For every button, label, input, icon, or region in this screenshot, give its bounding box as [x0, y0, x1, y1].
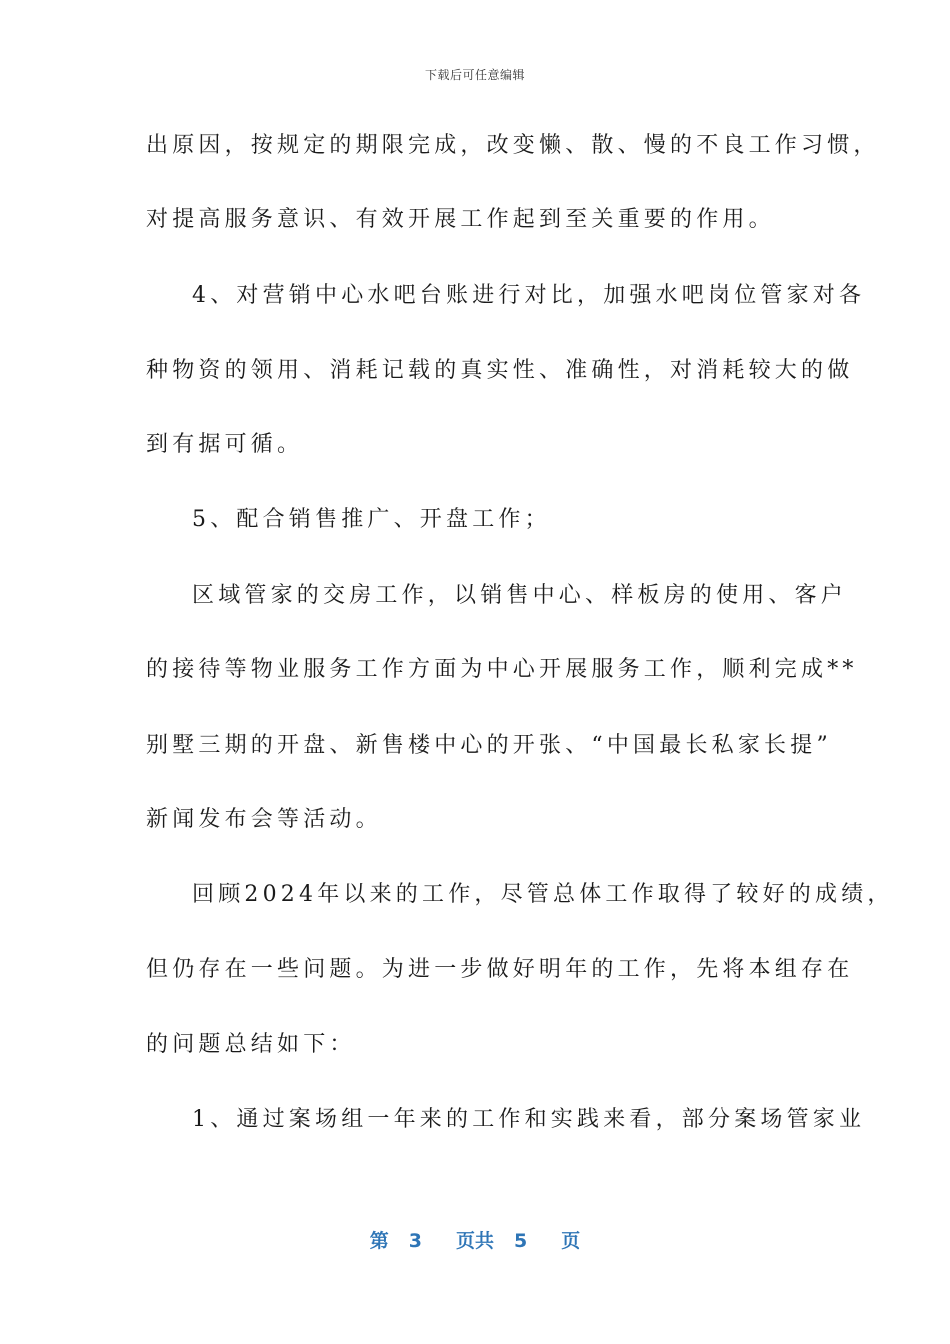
page-mid-word: 页共	[455, 1230, 494, 1252]
text-line: 到有据可循。	[146, 432, 304, 457]
text-line: 新闻发布会等活动。	[146, 807, 382, 832]
text-line: 的问题总结如下：	[146, 1032, 356, 1057]
page-footer	[0, 1226, 950, 1253]
text-line: 对提高服务意识、有效开展工作起到至关重要的作用。	[146, 207, 775, 232]
text-line: 回顾2024年以来的工作，尽管总体工作取得了较好的成绩，	[192, 882, 894, 907]
header-note: 下载后可任意编辑	[424, 68, 525, 82]
text-line: 4、对营销中心水吧台账进行对比，加强水吧岗位管家对各	[192, 283, 866, 308]
text-line: 别墅三期的开盘、新售楼中心的开张、“中国最长私家长提”	[146, 733, 832, 758]
page-word: 第	[369, 1230, 389, 1252]
page-total-number: 5	[514, 1230, 528, 1252]
text-line: 出原因，按规定的期限完成，改变懒、散、慢的不良工作习惯，	[146, 133, 880, 158]
page-current-number: 3	[408, 1230, 422, 1252]
text-line: 但仍存在一些问题。为进一步做好明年的工作，先将本组存在	[146, 957, 854, 982]
page-end-word: 页	[561, 1230, 581, 1252]
text-line: 区域管家的交房工作，以销售中心、样板房的使用、客户	[192, 583, 848, 608]
text-line: 5、配合销售推广、开盘工作；	[192, 507, 551, 532]
text-line: 的接待等物业服务工作方面为中心开展服务工作，顺利完成**	[146, 657, 858, 682]
text-line: 种物资的领用、消耗记载的真实性、准确性，对消耗较大的做	[146, 358, 854, 383]
text-line: 1、通过案场组一年来的工作和实践来看，部分案场管家业	[192, 1107, 866, 1132]
